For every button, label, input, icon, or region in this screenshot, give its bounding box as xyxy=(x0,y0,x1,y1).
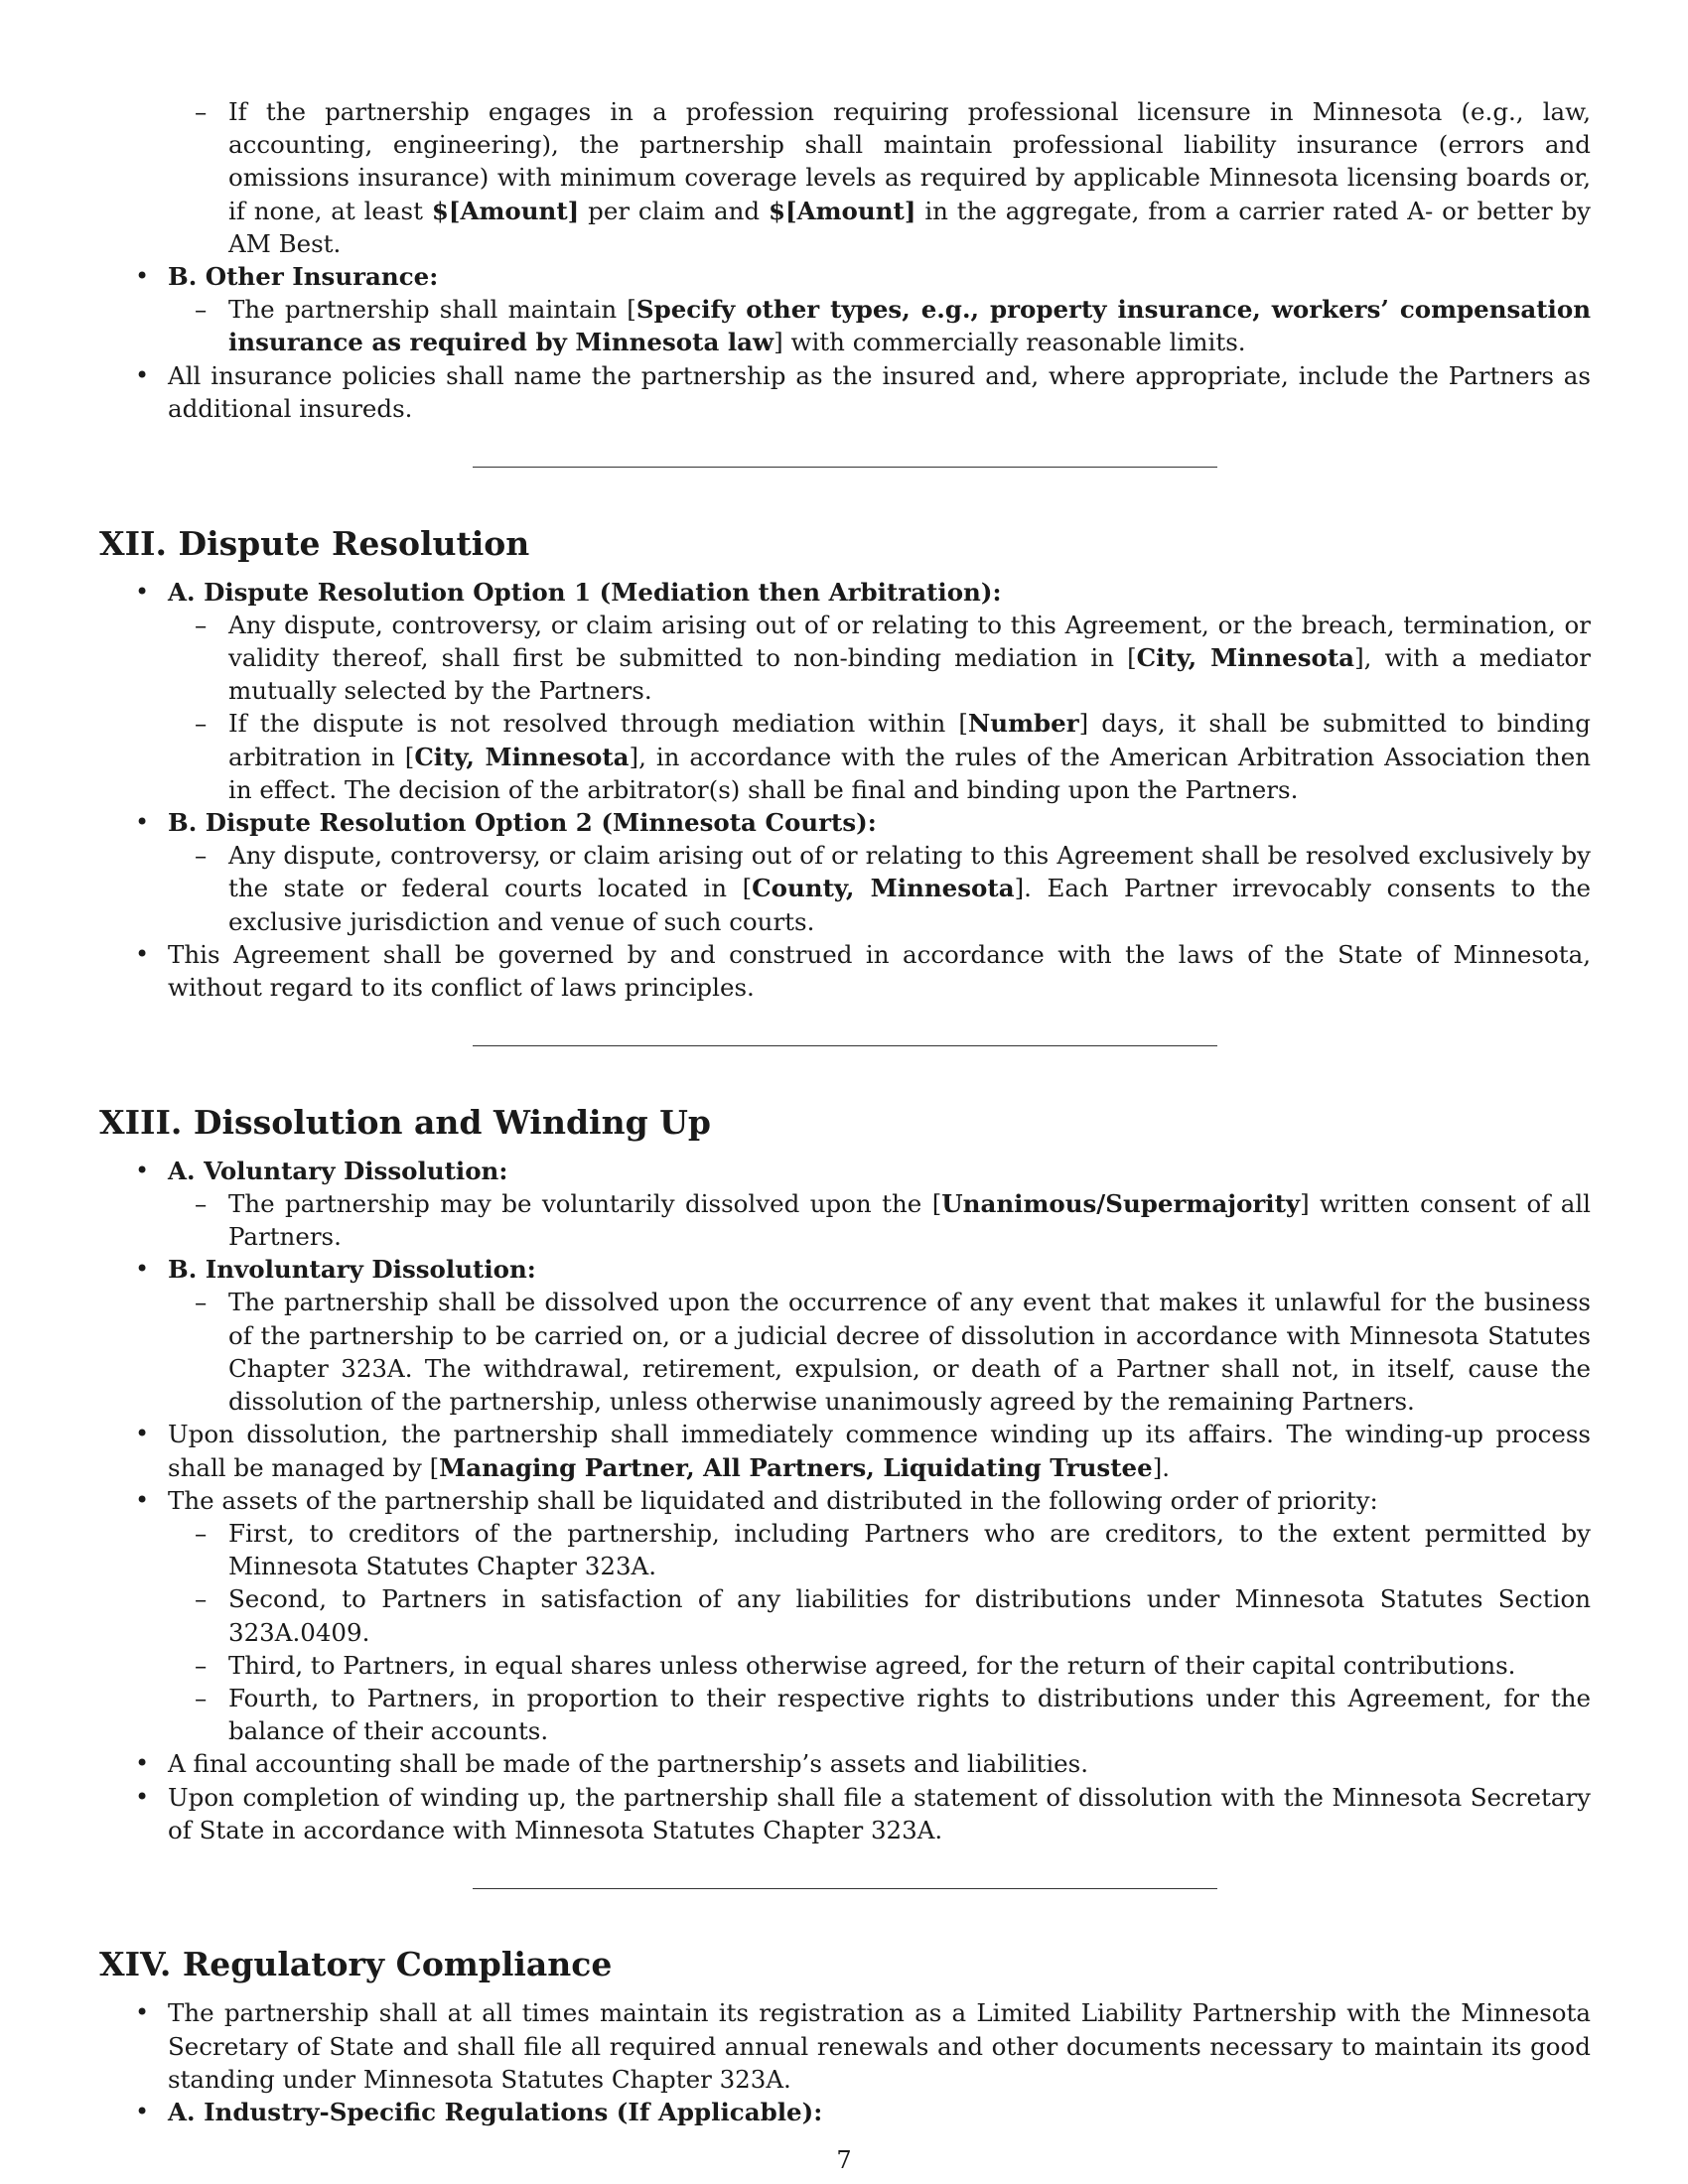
voluntary-dissolution-heading: A. Voluntary Dissolution: xyxy=(168,1156,508,1185)
mediation-clause: – Any dispute, controversy, or claim arising out of or relating to this Agreement, or the breach, termination, or validity thereof, shall first be submitted to non-binding mediation in [City, Minnesota], with a mediator mutually selected by the Partners. xyxy=(99,609,1591,708)
involuntary-dissolution-sublist xyxy=(168,1286,1591,1418)
dispute-option-2-heading: B. Dispute Resolution Option 2 (Minnesota Courts): xyxy=(168,807,877,837)
insurance-continued-item xyxy=(99,95,1591,260)
section-divider xyxy=(473,1888,1217,1889)
section-divider xyxy=(473,467,1217,468)
governing-law-clause: • This Agreement shall be governed by and construed in accordance with the laws of the State of Minnesota, without regard to its conflict of laws principles. xyxy=(99,938,1591,1004)
professional-liability-clause: – If the partnership engages in a profession requiring professional licensure in Minnesota (e.g., law, accounting, engineering), the partnership shall maintain professional liability insurance (errors and omissions insurance) with minimum coverage levels as required by applicable Minnesota licensing boards or, if none, at least $[Amount] per claim and $[Amount] in the aggregate, from a carrier rated A- or better by AM Best. xyxy=(99,95,1591,260)
registration-clause: • The partnership shall at all times maintain its registration as a Limited Liability Partnership with the Minnesota Secretary of State and shall file all required annual renewals and other documents necessary to maintain its good standing under Minnesota Statutes Chapter 323A. xyxy=(99,1996,1591,2096)
dispute-option-1-sublist xyxy=(168,609,1591,806)
involuntary-dissolution-clause: – The partnership shall be dissolved upon the occurrence of any event that makes it unlawful for the business of the partnership to be carried on, or a judicial decree of dissolution in accordance with Minnesota Statutes Chapter 323A. The withdrawal, retirement, expulsion, or death of a Partner shall not, in itself, cause the dissolution of the partnership, unless otherwise unanimously agreed by the remaining Partners. xyxy=(99,1286,1591,1418)
policies-clause: • All insurance policies shall name the partnership as the insured and, where appropriate, include the Partners as additional insureds. xyxy=(99,359,1591,425)
asset-distribution-item: • The assets of the partnership shall be liquidated and distributed in the following order of priority: – First, to creditors of the partnership, including Partners who are creditors, to the extent permitted by Minnesota Statutes Chapter 323A. – Second, to Partners in satisfaction of any liabilities for distributions under Minnesota Statutes Section 323A.0409. – Third, to Partners, in equal shares unless otherwise agreed, for the return of their capital contributions. – Fourth, to Partners, in proportion to their respective rights to distributions under this Agreement, for the balance of their accounts. xyxy=(99,1484,1591,1748)
priority-sublist xyxy=(168,1517,1591,1747)
dispute-option-2-item xyxy=(99,806,1591,938)
section-divider xyxy=(473,1045,1217,1046)
dispute-option-1-item xyxy=(99,576,1591,806)
final-accounting-clause: • A final accounting shall be made of the partnership’s assets and liabilities. xyxy=(99,1747,1591,1780)
arbitration-clause: – If the dispute is not resolved through mediation within [Number] days, it shall be submitted to binding arbitration in [City, Minnesota], in accordance with the rules of the American Arbitration Association then in effect. The decision of the arbitrator(s) shall be final and binding upon the Partners. xyxy=(99,707,1591,806)
industry-regulations-heading: A. Industry-Specific Regulations (If Applicable): xyxy=(168,2098,823,2127)
other-insurance-heading: B. Other Insurance: xyxy=(168,262,439,292)
page-number: 7 xyxy=(836,2146,852,2174)
involuntary-dissolution-heading: B. Involuntary Dissolution: xyxy=(168,1255,536,1285)
insurance-list-2 xyxy=(99,260,1591,425)
other-insurance-sublist xyxy=(168,293,1591,358)
industry-regulations-item xyxy=(99,2096,1591,2128)
courts-clause: – Any dispute, controversy, or claim arising out of or relating to this Agreement shall be resolved exclusively by the state or federal courts located in [County, Minnesota]. Each Partner irrevocably consents to the exclusive jurisdiction and venue of such courts. xyxy=(99,839,1591,938)
professional-insurance-sublist xyxy=(168,95,1591,260)
priority-item: – Fourth, to Partners, in proportion to their respective rights to distributions under this Agreement, for the balance of their accounts. xyxy=(99,1682,1591,1747)
dispute-option-1-heading: A. Dispute Resolution Option 1 (Mediation then Arbitration): xyxy=(168,577,1002,607)
dispute-option-2-sublist xyxy=(168,839,1591,938)
statement-of-dissolution-clause: • Upon completion of winding up, the partnership shall file a statement of dissolution with the Minnesota Secretary of State in accordance with Minnesota Statutes Chapter 323A. xyxy=(99,1781,1591,1846)
section-xii-title: XII. Dispute Resolution xyxy=(99,523,530,563)
section-xii-list xyxy=(99,576,1591,1005)
insurance-list xyxy=(99,95,1591,260)
voluntary-dissolution-sublist xyxy=(168,1187,1591,1253)
voluntary-dissolution-clause: – The partnership may be voluntarily dissolved upon the [Unanimous/Supermajority] written consent of all Partners. xyxy=(99,1187,1591,1253)
section-xiii-title: XIII. Dissolution and Winding Up xyxy=(99,1102,711,1142)
priority-item: – Third, to Partners, in equal shares unless otherwise agreed, for the return of their capital contributions. xyxy=(99,1649,1591,1682)
section-xiii-list xyxy=(99,1155,1591,1846)
other-insurance-item xyxy=(99,260,1591,359)
section-xiv-list xyxy=(99,1996,1591,2128)
voluntary-dissolution-item xyxy=(99,1155,1591,1254)
priority-item: – First, to creditors of the partnership, including Partners who are creditors, to the extent permitted by Minnesota Statutes Chapter 323A. xyxy=(99,1517,1591,1582)
section-xiv-title: XIV. Regulatory Compliance xyxy=(99,1945,613,1984)
priority-item: – Second, to Partners in satisfaction of any liabilities for distributions under Minnesota Statutes Section 323A.0409. xyxy=(99,1582,1591,1648)
document-page xyxy=(99,95,1591,2128)
involuntary-dissolution-item xyxy=(99,1253,1591,1418)
other-insurance-clause: – The partnership shall maintain [Specify other types, e.g., property insurance, workers’ compensation insurance as required by Minnesota law] with commercially reasonable limits. xyxy=(99,293,1591,358)
winding-up-clause: • Upon dissolution, the partnership shall immediately commence winding up its affairs. The winding-up process shall be managed by [Managing Partner, All Partners, Liquidating Trustee]. xyxy=(99,1418,1591,1483)
